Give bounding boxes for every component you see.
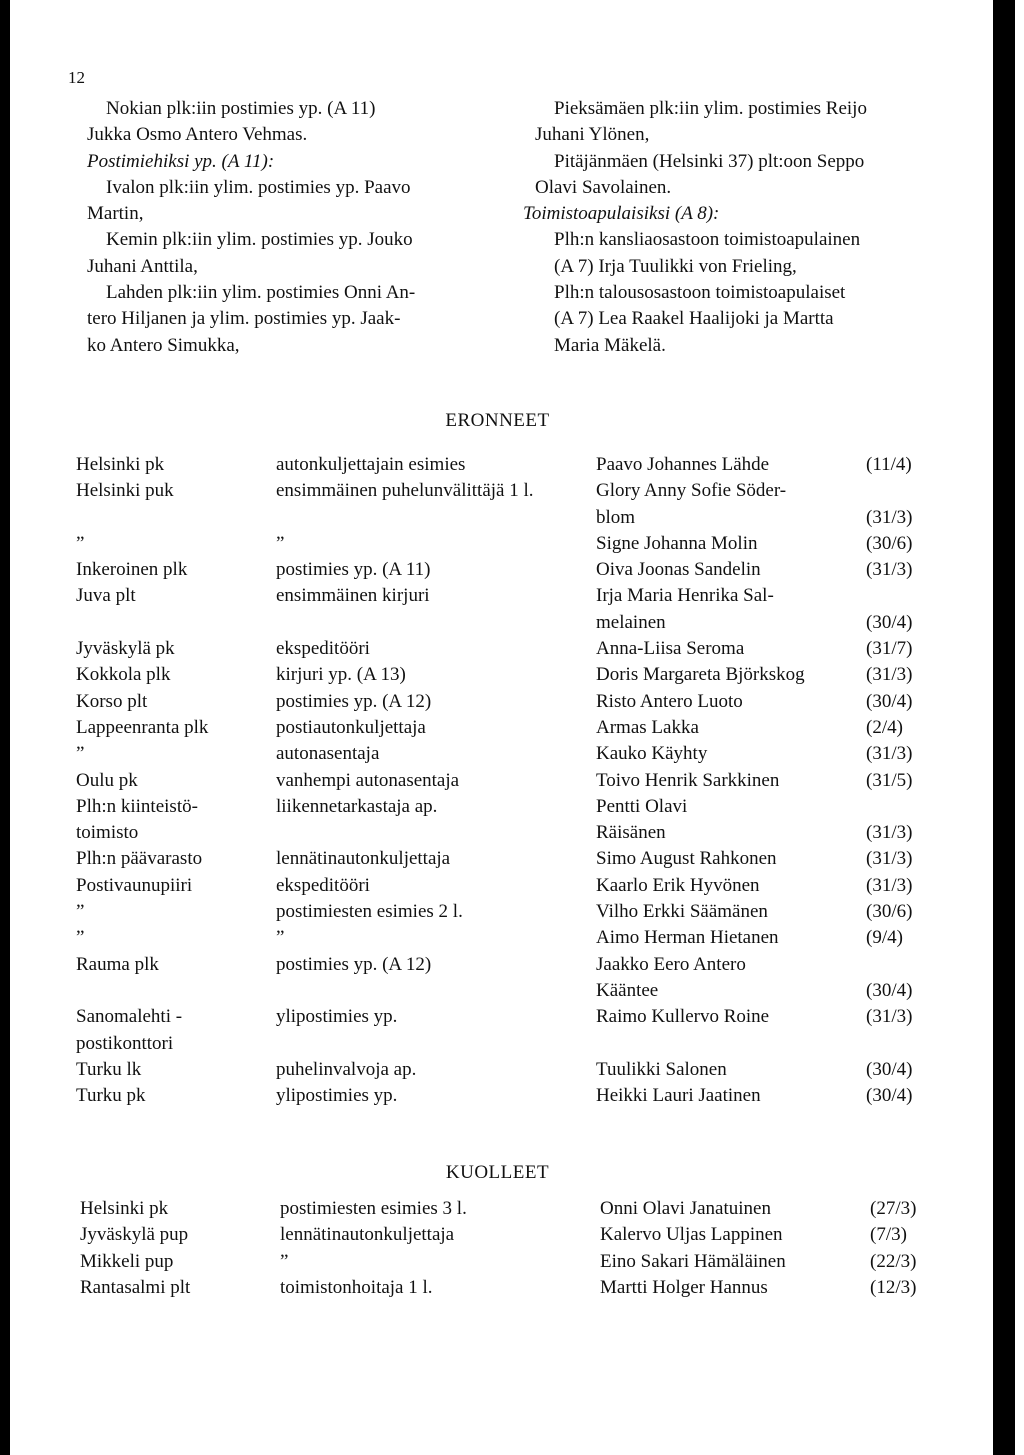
- eronneet-title: ERONNEET: [445, 410, 550, 431]
- name-cell: Onni Olavi Janatuinen: [600, 1198, 771, 1219]
- date-cell: (9/4): [866, 927, 903, 949]
- table-row: [76, 531, 956, 557]
- left-paragraph-3: Kemin plk:iin ylim. postimies yp. Jouko Juhani Anttila,: [87, 229, 413, 277]
- title-cell: postimiesten esimies 3 l.: [280, 1198, 467, 1219]
- name-cell: Pentti Olavi: [596, 795, 688, 817]
- postimiehiksi-heading: Postimiehiksi yp. (A 11):: [87, 150, 275, 172]
- table-row: [76, 478, 956, 504]
- place-cell: Mikkeli pup: [80, 1250, 174, 1272]
- name-cell: Simo August Rahkonen: [596, 848, 777, 870]
- title-cell: ensimmäinen kirjuri: [276, 585, 430, 607]
- place-cell: toimisto: [76, 822, 139, 844]
- date-cell: (2/4): [866, 716, 903, 738]
- name-cell: Vilho Erkki Säämänen: [596, 901, 768, 923]
- title-cell: ”: [276, 927, 285, 949]
- table-row: [76, 689, 956, 715]
- date-cell: (31/7): [866, 638, 913, 660]
- place-cell: ”: [76, 532, 85, 554]
- name-cell: Kalervo Uljas Lappinen: [600, 1224, 783, 1246]
- name-cell: Martti Holger Hannus: [600, 1276, 768, 1298]
- place-cell: [76, 978, 276, 1004]
- title-cell: toimistonhoitaja 1 l.: [280, 1276, 433, 1298]
- table-row: [80, 1275, 960, 1301]
- table-row: [76, 768, 956, 794]
- place-cell: [76, 610, 276, 636]
- table-row: [76, 452, 956, 478]
- name-cell: Räisänen: [596, 822, 666, 844]
- name-cell: melainen: [596, 611, 666, 633]
- date-cell: (31/3): [866, 506, 913, 528]
- title-cell: [276, 610, 596, 636]
- kuolleet-title: KUOLLEET: [445, 1162, 550, 1183]
- place-cell: Helsinki puk: [76, 480, 174, 502]
- table-row: [76, 662, 956, 688]
- name-cell: Kääntee: [596, 979, 659, 1001]
- date-cell: (22/3): [870, 1250, 917, 1272]
- date-cell: (30/6): [866, 901, 913, 923]
- page-number: 12: [68, 68, 85, 87]
- place-cell: ”: [76, 901, 85, 923]
- place-cell: Helsinki pk: [76, 454, 165, 475]
- toimistoapulaisiksi-heading: Toimistoapulaisiksi (A 8):: [523, 203, 720, 225]
- date-cell: (30/4): [866, 1085, 913, 1107]
- right-paragraph-4: Plh:n talousosastoon toimistoapulaiset (A 7) Lea Raakel Haalijoki ja Martta Maria Mäkelä.: [554, 282, 846, 356]
- name-cell: Oiva Joonas Sandelin: [596, 559, 761, 581]
- name-cell: Eino Sakari Hämäläinen: [600, 1250, 786, 1272]
- table-row: [80, 1249, 960, 1275]
- place-cell: Rantasalmi plt: [80, 1276, 191, 1298]
- table-row: [76, 1057, 956, 1083]
- table-row: [76, 1083, 956, 1109]
- place-cell: Lappeenranta plk: [76, 716, 209, 738]
- date-cell: [866, 583, 956, 609]
- place-cell: Sanomalehti -: [76, 1006, 183, 1028]
- date-cell: (31/3): [866, 848, 913, 870]
- name-cell: Glory Anny Sofie Söder-: [596, 480, 787, 502]
- table-row: [76, 846, 956, 872]
- title-cell: ylipostimies yp.: [276, 1006, 398, 1028]
- title-cell: postimies yp. (A 11): [276, 559, 431, 581]
- table-row: [76, 925, 956, 951]
- place-cell: Jyväskylä pk: [76, 638, 175, 660]
- name-cell: Doris Margareta Björkskog: [596, 664, 805, 686]
- table-row: [76, 557, 956, 583]
- name-cell: Signe Johanna Molin: [596, 532, 758, 554]
- place-cell: Plh:n kiinteistö-: [76, 795, 198, 817]
- name-cell: Tuulikki Salonen: [596, 1058, 727, 1080]
- place-cell: Turku pk: [76, 1085, 146, 1107]
- date-cell: (30/4): [866, 690, 913, 712]
- table-row: [76, 873, 956, 899]
- title-cell: autonkuljettajain esimies: [276, 454, 466, 475]
- name-cell: Jaakko Eero Antero: [596, 953, 746, 975]
- title-cell: postimies yp. (A 12): [276, 690, 432, 712]
- table-row: [76, 1004, 956, 1030]
- date-cell: (31/3): [866, 743, 913, 765]
- title-cell: [276, 1031, 596, 1057]
- name-cell: Kauko Käyhty: [596, 743, 708, 765]
- table-row: [80, 1222, 960, 1248]
- title-cell: ”: [280, 1250, 289, 1272]
- title-cell: [276, 978, 596, 1004]
- left-paragraph-1: Nokian plk:iin postimies yp. (A 11) Jukka Osmo Antero Vehmas.: [87, 98, 376, 146]
- name-cell: Aimo Herman Hietanen: [596, 927, 779, 949]
- title-cell: ekspeditööri: [276, 874, 370, 896]
- title-cell: [276, 505, 596, 531]
- table-row: [76, 610, 956, 636]
- name-cell: Kaarlo Erik Hyvönen: [596, 874, 760, 896]
- title-cell: kirjuri yp. (A 13): [276, 664, 406, 686]
- table-row: [76, 952, 956, 978]
- place-cell: Kokkola plk: [76, 664, 171, 686]
- title-cell: lennätinautonkuljettaja: [280, 1224, 455, 1246]
- left-paragraph-2: Ivalon plk:iin ylim. postimies yp. Paavo Martin,: [87, 176, 411, 225]
- title-cell: postimiesten esimies 2 l.: [276, 901, 463, 923]
- date-cell: [866, 1031, 956, 1057]
- date-cell: (27/3): [870, 1198, 917, 1219]
- name-cell: Anna-Liisa Seroma: [596, 638, 745, 660]
- name-cell: Paavo Johannes Lähde: [596, 454, 770, 475]
- title-cell: postiautonkuljettaja: [276, 716, 426, 738]
- place-cell: ”: [76, 927, 85, 949]
- title-cell: postimies yp. (A 12): [276, 953, 432, 975]
- place-cell: postikonttori: [76, 1032, 174, 1054]
- table-row: [76, 1031, 956, 1057]
- place-cell: [76, 505, 276, 531]
- date-cell: (31/3): [866, 664, 913, 686]
- table-row: [76, 741, 956, 767]
- name-cell: Toivo Henrik Sarkkinen: [596, 769, 780, 791]
- place-cell: ”: [76, 743, 85, 765]
- place-cell: Plh:n päävarasto: [76, 848, 203, 870]
- left-paragraph-4: Lahden plk:iin ylim. postimies Onni An- tero Hiljanen ja ylim. postimies yp. Jaak- ko Antero Simukka,: [87, 282, 416, 356]
- place-cell: Turku lk: [76, 1058, 142, 1080]
- date-cell: (7/3): [870, 1224, 907, 1246]
- date-cell: (30/6): [866, 532, 913, 554]
- date-cell: (30/4): [866, 1058, 913, 1080]
- name-cell: Armas Lakka: [596, 716, 699, 738]
- right-paragraph-3: Plh:n kansliaosastoon toimistoapulainen (A 7) Irja Tuulikki von Frieling,: [554, 229, 861, 277]
- eronneet-table: [76, 452, 956, 1109]
- table-row: [76, 978, 956, 1004]
- name-cell: Risto Antero Luoto: [596, 690, 743, 712]
- place-cell: Oulu pk: [76, 769, 138, 791]
- name-cell: Heikki Lauri Jaatinen: [596, 1085, 761, 1107]
- name-cell: blom: [596, 506, 636, 528]
- table-row: [76, 505, 956, 531]
- date-cell: (30/4): [866, 979, 913, 1001]
- date-cell: (31/5): [866, 769, 913, 791]
- table-row: [76, 899, 956, 925]
- left-border-bar: [0, 0, 10, 1455]
- name-cell: [596, 1031, 866, 1057]
- table-row: [76, 636, 956, 662]
- table-row: [76, 715, 956, 741]
- table-row: [76, 820, 956, 846]
- title-cell: autonasentaja: [276, 743, 380, 765]
- place-cell: Jyväskylä pup: [80, 1224, 189, 1246]
- table-row: [76, 794, 956, 820]
- date-cell: (11/4): [866, 454, 912, 475]
- right-paragraph-1: Pieksämäen plk:iin ylim. postimies Reijo Juhani Ylönen,: [535, 98, 867, 146]
- left-column: [87, 96, 502, 359]
- table-row: [80, 1196, 960, 1222]
- date-cell: (31/3): [866, 559, 913, 581]
- date-cell: (31/3): [866, 822, 913, 844]
- date-cell: [866, 794, 956, 820]
- place-cell: Rauma plk: [76, 953, 159, 975]
- title-cell: vanhempi autonasentaja: [276, 769, 460, 791]
- date-cell: (12/3): [870, 1276, 917, 1298]
- name-cell: Irja Maria Henrika Sal-: [596, 585, 774, 607]
- title-cell: lennätinautonkuljettaja: [276, 848, 451, 870]
- date-cell: [866, 952, 956, 978]
- title-cell: ”: [276, 532, 285, 554]
- title-cell: liikennetarkastaja ap.: [276, 795, 438, 817]
- place-cell: Postivaunupiiri: [76, 874, 193, 896]
- title-cell: ekspeditööri: [276, 638, 370, 660]
- date-cell: [866, 478, 956, 504]
- right-border-bar: [993, 0, 1015, 1455]
- place-cell: Korso plt: [76, 690, 148, 712]
- title-cell: ensimmäinen puhelunvälittäjä 1 l.: [276, 480, 534, 502]
- title-cell: [276, 820, 596, 846]
- name-cell: Raimo Kullervo Roine: [596, 1006, 770, 1028]
- right-column: [523, 96, 955, 359]
- kuolleet-table: [80, 1196, 960, 1301]
- date-cell: (30/4): [866, 611, 913, 633]
- right-paragraph-2: Pitäjänmäen (Helsinki 37) plt:oon Seppo Olavi Savolainen.: [535, 150, 865, 198]
- title-cell: ylipostimies yp.: [276, 1085, 398, 1107]
- place-cell: Inkeroinen plk: [76, 559, 188, 581]
- date-cell: (31/3): [866, 874, 913, 896]
- date-cell: (31/3): [866, 1006, 913, 1028]
- place-cell: Juva plt: [76, 585, 136, 607]
- table-row: [76, 583, 956, 609]
- place-cell: Helsinki pk: [80, 1198, 169, 1219]
- title-cell: puhelinvalvoja ap.: [276, 1058, 417, 1080]
